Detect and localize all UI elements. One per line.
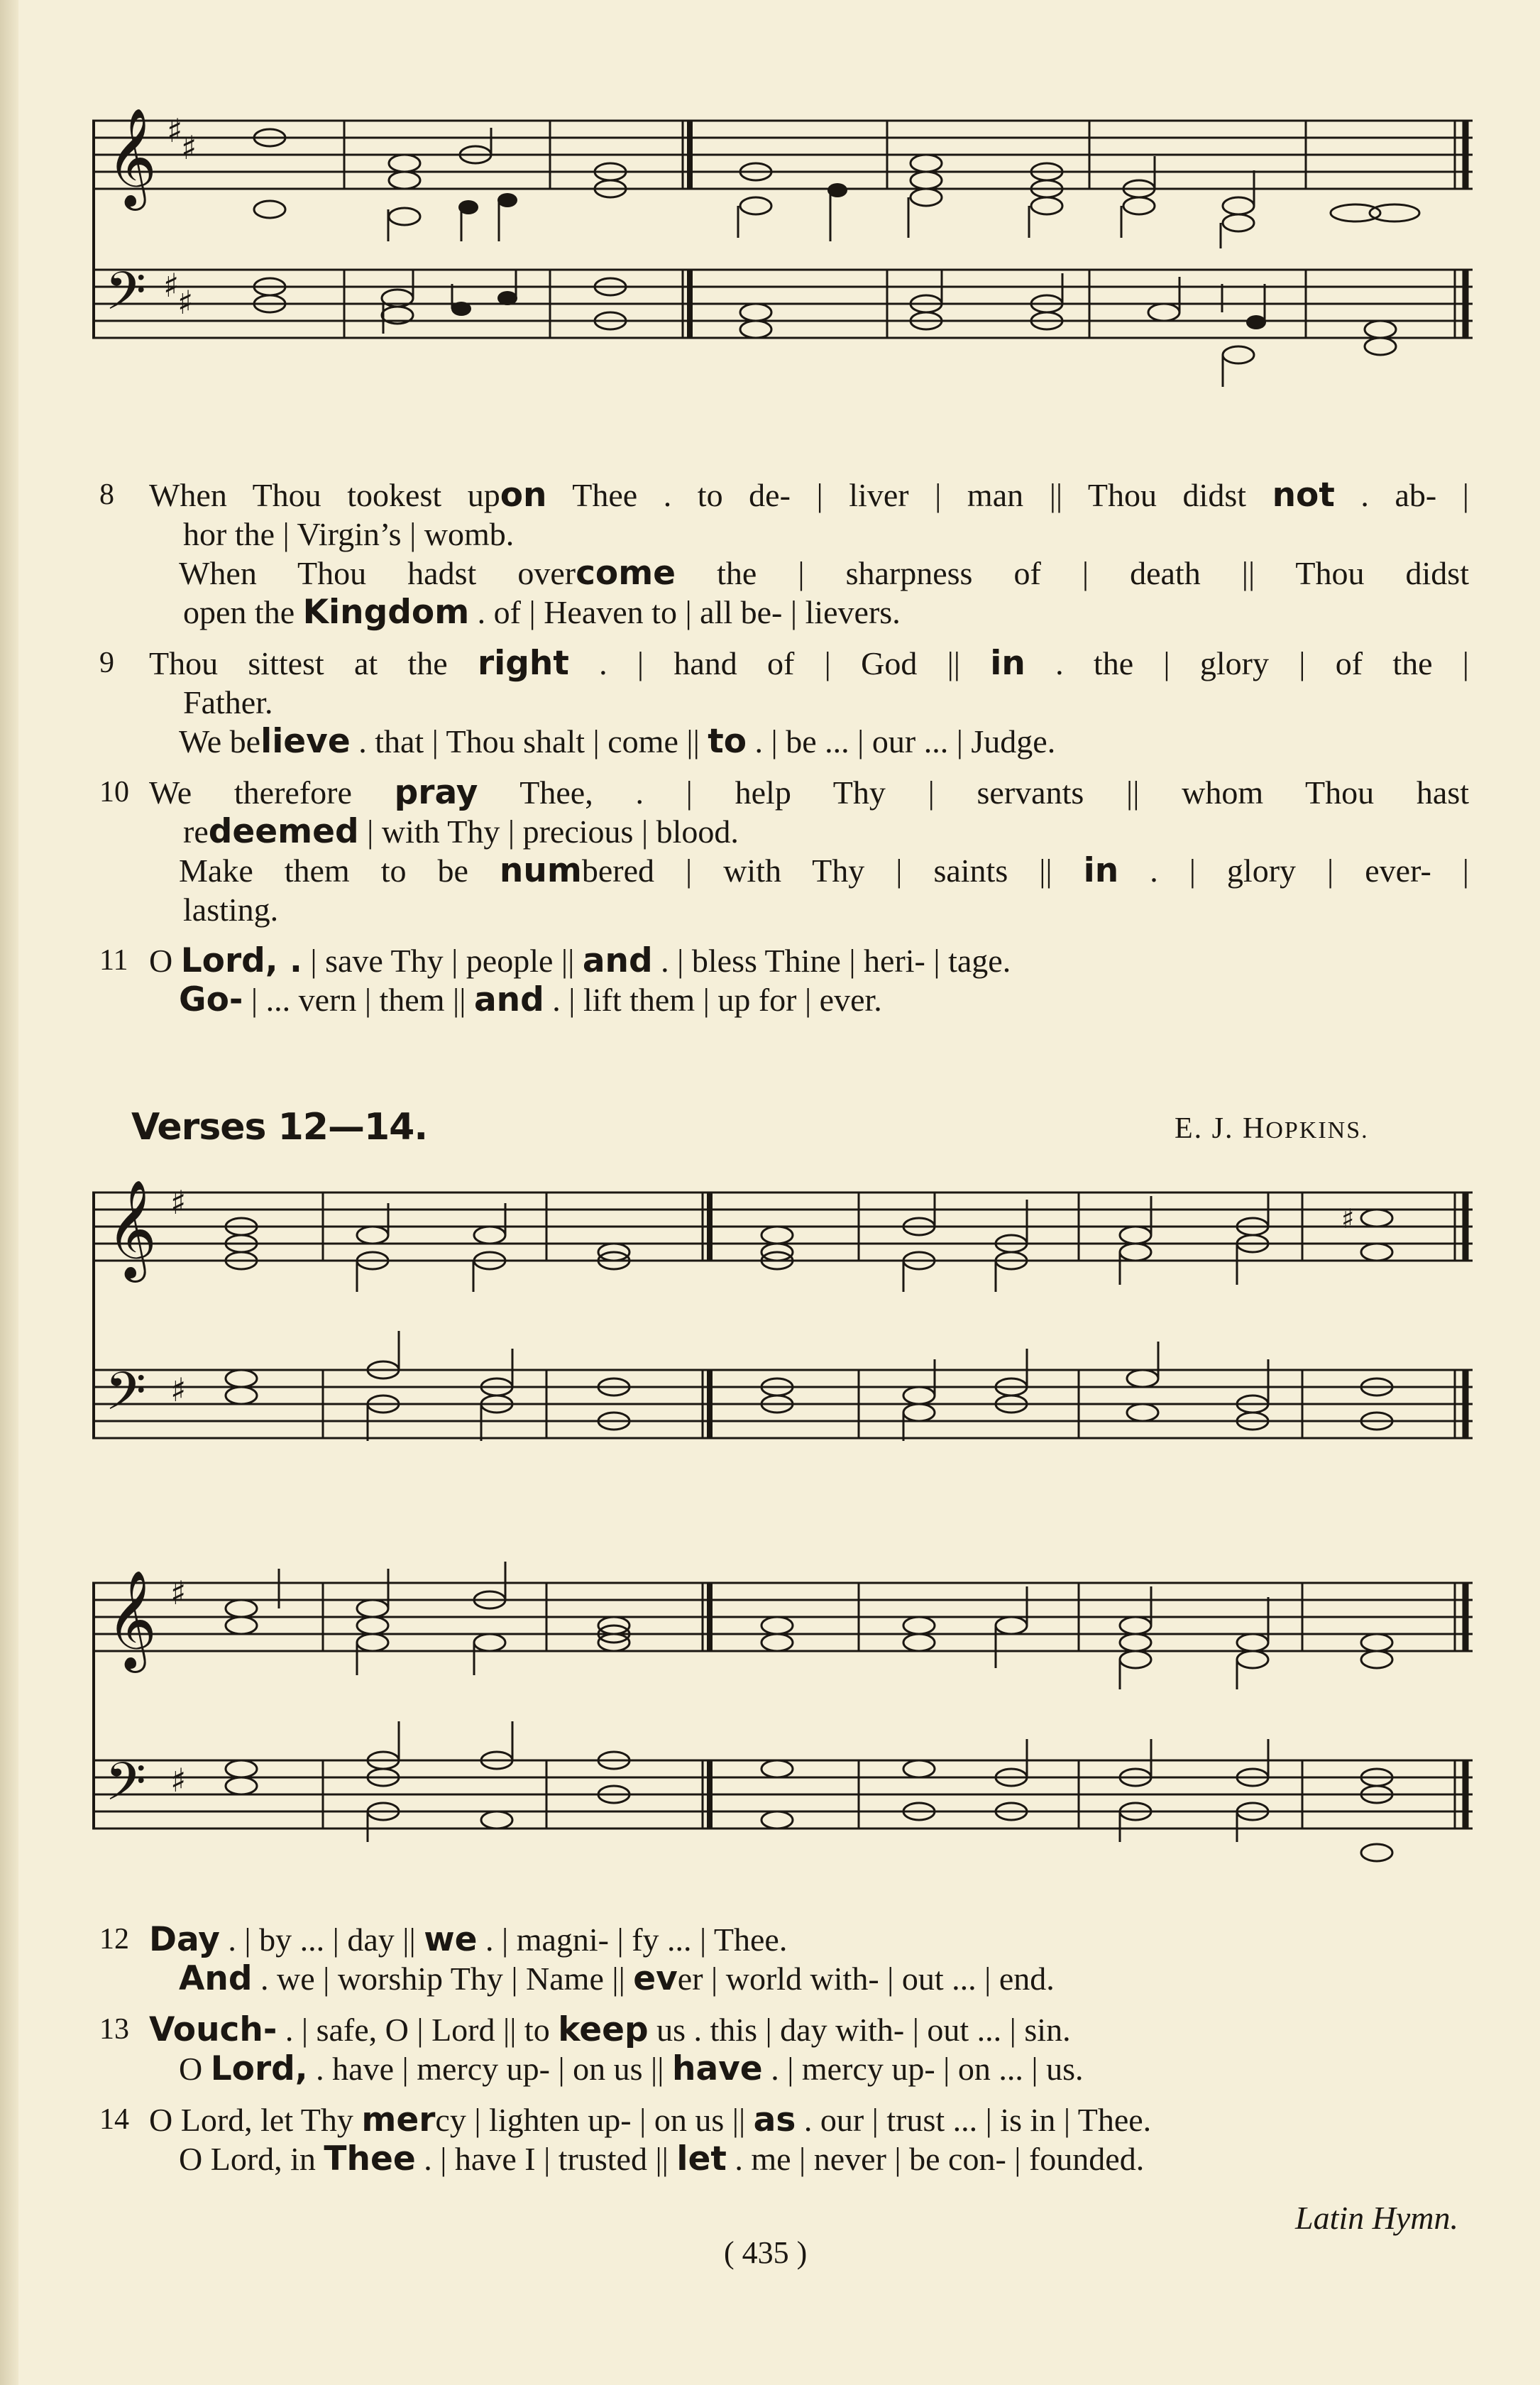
verse-line: We therefore pray Thee, . | help Thy | servants || whom Thou hast: [149, 773, 1469, 812]
verse-line: Day . | by ... | day || we . | magni- | fy ... | Thee.: [149, 1920, 788, 1959]
verse-10: [99, 773, 1469, 929]
composer: E. J. HOPKINS.: [1175, 1112, 1369, 1145]
svg-text:𝄞: 𝄞: [106, 1180, 157, 1278]
verse-line: Make them to be numbered | with Thy | saints || in . | glory | ever- |: [179, 851, 1469, 890]
svg-text:♯: ♯: [163, 266, 180, 305]
verse-number: 8: [99, 478, 114, 511]
verse-line: Vouch- . | safe, O | Lord || to keep us . this | day with- | out ... | sin.: [149, 2010, 1071, 2049]
verse-number: 13: [99, 2013, 129, 2046]
svg-text:♯: ♯: [170, 1761, 187, 1799]
chant-score-verses-8-11: [92, 106, 1473, 412]
verse-line: When Thou hadst overcome the | sharpness of | death || Thou didst: [179, 554, 1469, 593]
verse-number: 11: [99, 944, 128, 977]
svg-text:𝄢: 𝄢: [105, 261, 146, 335]
verse-number: 10: [99, 776, 129, 808]
treble-staff: [92, 121, 1473, 189]
verse-line: O Lord, . have | mercy up- | on us || have . | mercy up- | on ... | us.: [179, 2049, 1084, 2088]
bass-staff: [92, 1370, 1473, 1438]
bass-staff: [92, 1760, 1473, 1828]
svg-text:♯: ♯: [170, 1574, 187, 1612]
verse-12: [99, 1920, 1469, 1998]
verse-11: [99, 941, 1469, 1019]
verse-line: lasting.: [183, 892, 279, 928]
verse-line: Thou sittest at the right . | hand of | God || in . the | glory | of the |: [149, 644, 1469, 683]
svg-text:♯: ♯: [1341, 1203, 1355, 1234]
verse-line: redeemed | with Thy | precious | blood.: [183, 812, 739, 851]
verses-12-14: [99, 1920, 1469, 2191]
page-number: ( 435 ): [724, 2235, 808, 2270]
verse-line: O Lord, let Thy mercy | lighten up- | on us || as . our | trust ... | is in | Thee.: [149, 2100, 1152, 2139]
svg-text:𝄞: 𝄞: [106, 108, 157, 207]
svg-text:♯: ♯: [170, 1183, 187, 1222]
verse-number: 9: [99, 647, 114, 679]
verse-8: [99, 476, 1469, 632]
verse-line: We believe . that | Thou shalt | come || to . | be ... | our ... | Judge.: [179, 722, 1056, 761]
chant-score-verses-12-14-lower: [92, 1519, 1473, 1874]
verses-8-11: [99, 476, 1469, 1031]
svg-text:♯: ♯: [181, 128, 197, 167]
verse-line: open the Kingdom . of | Heaven to | all be- | lievers.: [183, 593, 901, 632]
verse-number: 14: [99, 2103, 129, 2136]
notes: [254, 129, 1419, 363]
verse-9: [99, 644, 1469, 761]
svg-text:♯: ♯: [167, 111, 183, 150]
svg-text:𝄞: 𝄞: [106, 1570, 157, 1669]
notes: [226, 1591, 1392, 1861]
svg-text:♯: ♯: [177, 283, 194, 322]
svg-text:♯: ♯: [170, 1371, 187, 1409]
verse-14: [99, 2100, 1469, 2178]
verse-line: O Lord, in Thee . | have I | trusted || let . me | never | be con- | founded.: [179, 2139, 1145, 2178]
verse-line: Go- | ... vern | them || and . | lift them | up for | ever.: [179, 980, 882, 1019]
verse-line: And . we | worship Thy | Name || ever | world with- | out ... | end.: [179, 1959, 1055, 1998]
verse-line: O Lord, . | save Thy | people || and . | bless Thine | heri- | tage.: [149, 941, 1011, 980]
svg-text:𝄢: 𝄢: [105, 1361, 146, 1435]
svg-text:𝄢: 𝄢: [105, 1751, 146, 1826]
verse-line: hor the | Virgin’s | womb.: [183, 516, 515, 552]
page-edge: [0, 0, 18, 2385]
chant-score-verses-12-14-upper: [92, 1178, 1473, 1476]
verse-number: 12: [99, 1923, 129, 1956]
verse-13: [99, 2010, 1469, 2088]
verse-line: When Thou tookest upon Thee . to de- | liver | man || Thou didst not . ab- |: [149, 476, 1469, 515]
verse-line: Father.: [183, 684, 273, 720]
section-heading: Verses 12—14.: [131, 1106, 428, 1148]
attribution: Latin Hymn.: [1295, 2200, 1458, 2236]
